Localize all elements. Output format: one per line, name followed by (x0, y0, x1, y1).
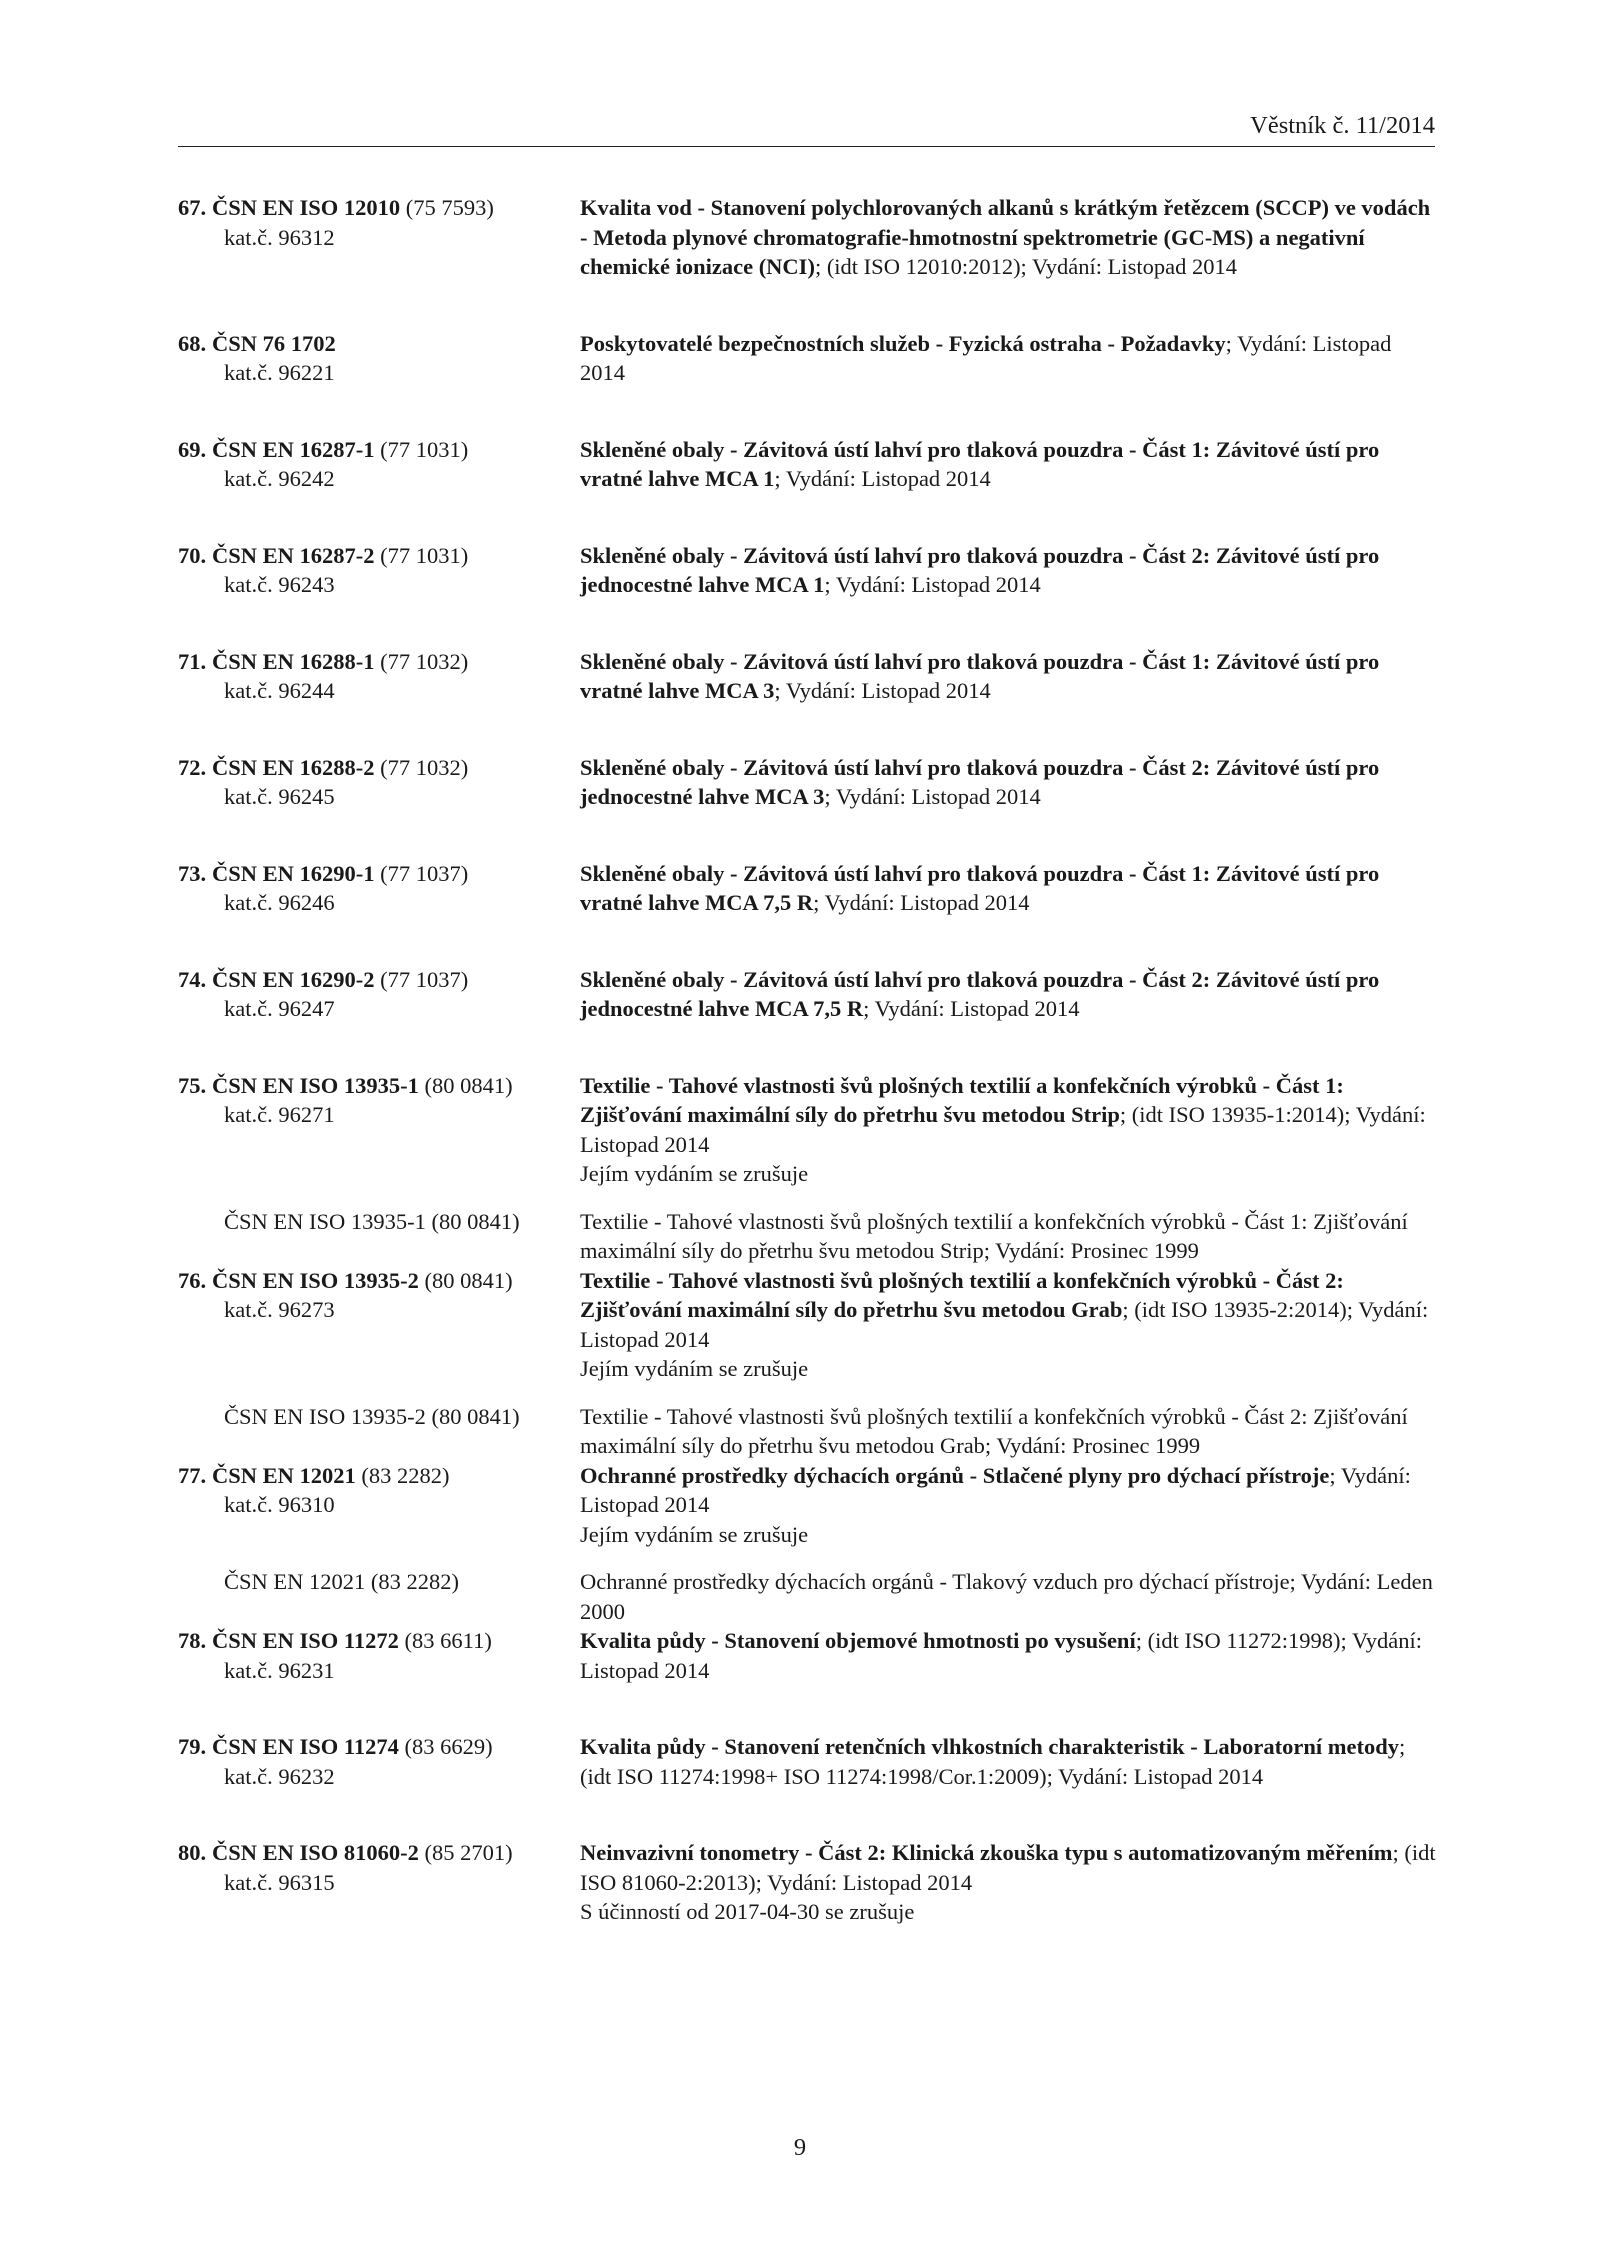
class-code: (77 1031) (380, 436, 469, 462)
catalog-number: kat.č. 96315 (224, 1869, 335, 1895)
class-code: (85 2701) (424, 1840, 513, 1865)
entry-number: 79. (178, 1734, 207, 1759)
catalog-number: kat.č. 96245 (224, 784, 335, 809)
standard-entry (178, 965, 1438, 1024)
standard-description (580, 435, 1438, 494)
standard-info: ; (idt ISO 12010:2012); Vydání: Listopad 2014 (814, 254, 1238, 279)
standard-description (580, 329, 1438, 388)
standard-id-block (178, 541, 580, 600)
class-code: (77 1032) (380, 754, 469, 780)
catalog-number: kat.č. 96232 (224, 1763, 335, 1789)
catalog-number: kat.č. 96242 (224, 466, 335, 491)
standard-title: Textilie - Tahové vlastnosti švů plošných textilií a konfekčních výrobků - Část 2: Zjišťování maximální síly do přetrhu švu metodou Grab (580, 1267, 1344, 1322)
standard-title: Skleněné obaly - Závitová ústí lahví pro tlaková pouzdra - Část 2: Závitové ústí pro jednocestné lahve MCA 3 (580, 754, 1380, 809)
standard-info: ; (idt ISO 13935-1:2014); Vydání: Listopad 2014 (580, 1102, 1426, 1157)
catalog-number: kat.č. 96243 (224, 572, 335, 597)
standard-description (580, 1461, 1438, 1550)
standard-designation: ČSN EN ISO 11274 (212, 1734, 399, 1759)
standard-info: ; Vydání: Listopad 2014 (580, 1462, 1411, 1517)
catalog-number: kat.č. 96312 (224, 224, 335, 250)
standard-entry (178, 1732, 1438, 1791)
standard-designation: ČSN EN 16287-2 (212, 542, 375, 568)
standards-list (178, 193, 1438, 1927)
catalog-number: kat.č. 96246 (224, 890, 335, 915)
standard-title: Neinvazivní tonometry - Část 2: Klinická zkouška typu s automatizovaným měřením (580, 1840, 1393, 1865)
standard-title: Skleněné obaly - Závitová ústí lahví pro tlaková pouzdra - Část 2: Závitové ústí pro jednocestné lahve MCA 1 (580, 542, 1380, 597)
cancellation-note: Jejím vydáním se zrušuje (580, 1521, 809, 1547)
replaced-standard (178, 1567, 1438, 1626)
replaced-standard (178, 1207, 1438, 1266)
standard-id-block (178, 1732, 580, 1791)
standard-description (580, 1732, 1438, 1791)
standard-id-block (178, 1626, 580, 1685)
replaced-standard (178, 1402, 1438, 1461)
standard-id-block (178, 753, 580, 812)
standard-entry (178, 193, 1438, 282)
standard-info: ; Vydání: Listopad 2014 (863, 996, 1080, 1021)
standard-designation: ČSN 76 1702 (212, 330, 336, 356)
cancellation-note: Jejím vydáním se zrušuje (580, 1356, 809, 1381)
class-code: (80 0841) (424, 1072, 513, 1098)
standard-entry (178, 1838, 1438, 1927)
entry-number: 76. (178, 1267, 207, 1293)
standard-entry (178, 753, 1438, 812)
class-code: (83 6629) (404, 1734, 493, 1759)
standard-designation: ČSN EN 16288-2 (212, 754, 375, 780)
standard-designation: ČSN EN 16290-1 (212, 860, 375, 886)
standard-description (580, 1266, 1438, 1384)
page-header (178, 108, 1435, 147)
standard-id-block (178, 1461, 580, 1550)
standard-designation: ČSN EN 12021 (212, 1462, 356, 1488)
replaced-designation: ČSN EN 12021 (83 2282) (224, 1569, 459, 1594)
standard-description (580, 541, 1438, 600)
standard-entry (178, 1626, 1438, 1685)
standard-designation: ČSN EN ISO 13935-2 (212, 1267, 419, 1293)
class-code: (77 1032) (380, 648, 469, 674)
standard-designation: ČSN EN ISO 11272 (212, 1628, 399, 1653)
standard-designation: ČSN EN 16287-1 (212, 436, 375, 462)
standard-title: Skleněné obaly - Závitová ústí lahví pro tlaková pouzdra - Část 1: Závitové ústí pro vratné lahve MCA 3 (580, 648, 1380, 703)
standard-entry (178, 1071, 1438, 1189)
page-number: 9 (793, 2134, 807, 2161)
standard-info: ; (idt ISO 81060-2:2013); Vydání: Listopad 2014 (580, 1840, 1436, 1895)
standard-id-block (178, 859, 580, 918)
entry-number: 68. (178, 330, 207, 356)
standard-description (580, 859, 1438, 918)
class-code: (83 2282) (361, 1462, 450, 1488)
catalog-number: kat.č. 96221 (224, 360, 335, 385)
standard-description (580, 1626, 1438, 1685)
class-code: (77 1037) (380, 860, 469, 886)
class-code: (80 0841) (424, 1267, 513, 1293)
standard-designation: ČSN EN 16288-1 (212, 648, 375, 674)
standard-description (580, 647, 1438, 706)
standard-description (580, 1838, 1438, 1927)
standard-entry (178, 435, 1438, 494)
standard-info: ; Vydání: Listopad 2014 (774, 466, 991, 491)
catalog-number: kat.č. 96231 (224, 1657, 335, 1683)
bulletin-title: Věstník č. 11/2014 (1250, 112, 1435, 139)
standard-info: ; (idt ISO 11272:1998); Vydání: Listopad 2014 (580, 1628, 1422, 1683)
standard-id-block (178, 435, 580, 494)
entry-number: 75. (178, 1072, 207, 1098)
entry-number: 80. (178, 1840, 207, 1865)
standard-info: ; (idt ISO 11274:1998+ ISO 11274:1998/Cor.1:2009); Vydání: Listopad 2014 (580, 1734, 1406, 1789)
entry-number: 70. (178, 542, 207, 568)
catalog-number: kat.č. 96273 (224, 1297, 335, 1322)
standard-title: Skleněné obaly - Závitová ústí lahví pro tlaková pouzdra - Část 2: Závitové ústí pro jednocestné lahve MCA 7,5 R (580, 966, 1380, 1021)
catalog-number: kat.č. 96310 (224, 1492, 335, 1517)
standard-info: ; Vydání: Listopad 2014 (813, 890, 1030, 915)
standard-entry (178, 1461, 1438, 1550)
entry-number: 77. (178, 1462, 207, 1488)
standard-entry (178, 329, 1438, 388)
replaced-description: Textilie - Tahové vlastnosti švů plošných textilií a konfekčních výrobků - Část 1: Zjišťování maximální síly do přetrhu švu metodou Strip; Vydání: Prosinec 1999 (580, 1208, 1408, 1263)
cancellation-note: Jejím vydáním se zrušuje (580, 1161, 809, 1186)
standard-entry (178, 859, 1438, 918)
standard-id-block (178, 1838, 580, 1927)
standard-entry (178, 647, 1438, 706)
class-code: (77 1037) (380, 966, 469, 992)
entry-number: 73. (178, 860, 207, 886)
entry-number: 67. (178, 195, 207, 220)
standard-title: Kvalita půdy - Stanovení objemové hmotnosti po vysušení (580, 1628, 1136, 1653)
standard-title: Kvalita vod - Stanovení polychlorovaných alkanů s krátkým řetězcem (SCCP) ve vodách - Metoda plynové chromatografie-hmotnostní spektrometrie (GC-MS) a negativní chemické ionizace (NCI) (580, 195, 1431, 279)
standard-info: ; Vydání: Listopad 2014 (774, 678, 991, 703)
standard-title: Skleněné obaly - Závitová ústí lahví pro tlaková pouzdra - Část 1: Závitové ústí pro vratné lahve MCA 1 (580, 436, 1380, 491)
standard-id-block (178, 1266, 580, 1384)
catalog-number: kat.č. 96244 (224, 678, 335, 703)
entry-number: 72. (178, 754, 207, 780)
standard-info: ; (idt ISO 13935-2:2014); Vydání: Listopad 2014 (580, 1297, 1429, 1352)
catalog-number: kat.č. 96247 (224, 996, 335, 1021)
replaced-description: Ochranné prostředky dýchacích orgánů - Tlakový vzduch pro dýchací přístroje; Vydání: Leden 2000 (580, 1569, 1433, 1624)
standard-info: ; Vydání: Listopad 2014 (580, 330, 1392, 385)
replaced-description: Textilie - Tahové vlastnosti švů plošných textilií a konfekčních výrobků - Část 2: Zjišťování maximální síly do přetrhu švu metodou Grab; Vydání: Prosinec 1999 (580, 1403, 1408, 1458)
standard-entry (178, 541, 1438, 600)
standard-id-block (178, 329, 580, 388)
standard-title: Poskytovatelé bezpečnostních služeb - Fyzická ostraha - Požadavky (580, 330, 1226, 356)
standard-description (580, 965, 1438, 1024)
standard-designation: ČSN EN 16290-2 (212, 966, 375, 992)
standard-designation: ČSN EN ISO 13935-1 (212, 1072, 419, 1098)
standard-title: Textilie - Tahové vlastnosti švů plošných textilií a konfekčních výrobků - Část 1: Zjišťování maximální síly do přetrhu švu metodou Strip (580, 1072, 1344, 1127)
replaced-designation: ČSN EN ISO 13935-2 (80 0841) (224, 1403, 520, 1429)
entry-number: 71. (178, 648, 207, 674)
standard-entry (178, 1266, 1438, 1384)
standard-id-block (178, 647, 580, 706)
standard-title: Skleněné obaly - Závitová ústí lahví pro tlaková pouzdra - Část 1: Závitové ústí pro vratné lahve MCA 7,5 R (580, 860, 1380, 915)
standard-designation: ČSN EN ISO 81060-2 (212, 1840, 419, 1865)
standard-info: ; Vydání: Listopad 2014 (824, 784, 1041, 809)
standard-info: ; Vydání: Listopad 2014 (824, 572, 1041, 597)
standard-id-block (178, 193, 580, 282)
entry-number: 78. (178, 1628, 207, 1653)
class-code: (83 6611) (404, 1628, 492, 1653)
standard-designation: ČSN EN ISO 12010 (212, 195, 401, 220)
cancellation-note: S účinností od 2017-04-30 se zrušuje (580, 1899, 915, 1924)
standard-description (580, 1071, 1438, 1189)
standard-title: Ochranné prostředky dýchacích orgánů - Stlačené plyny pro dýchací přístroje (580, 1462, 1330, 1488)
standard-id-block (178, 1071, 580, 1189)
replaced-designation: ČSN EN ISO 13935-1 (80 0841) (224, 1208, 520, 1234)
standard-description (580, 753, 1438, 812)
standard-title: Kvalita půdy - Stanovení retenčních vlhkostních charakteristik - Laboratorní metody (580, 1734, 1399, 1759)
class-code: (75 7593) (405, 195, 494, 220)
standard-id-block (178, 965, 580, 1024)
class-code: (77 1031) (380, 542, 469, 568)
entry-number: 69. (178, 436, 207, 462)
entry-number: 74. (178, 966, 207, 992)
standard-description (580, 193, 1438, 282)
catalog-number: kat.č. 96271 (224, 1102, 335, 1127)
